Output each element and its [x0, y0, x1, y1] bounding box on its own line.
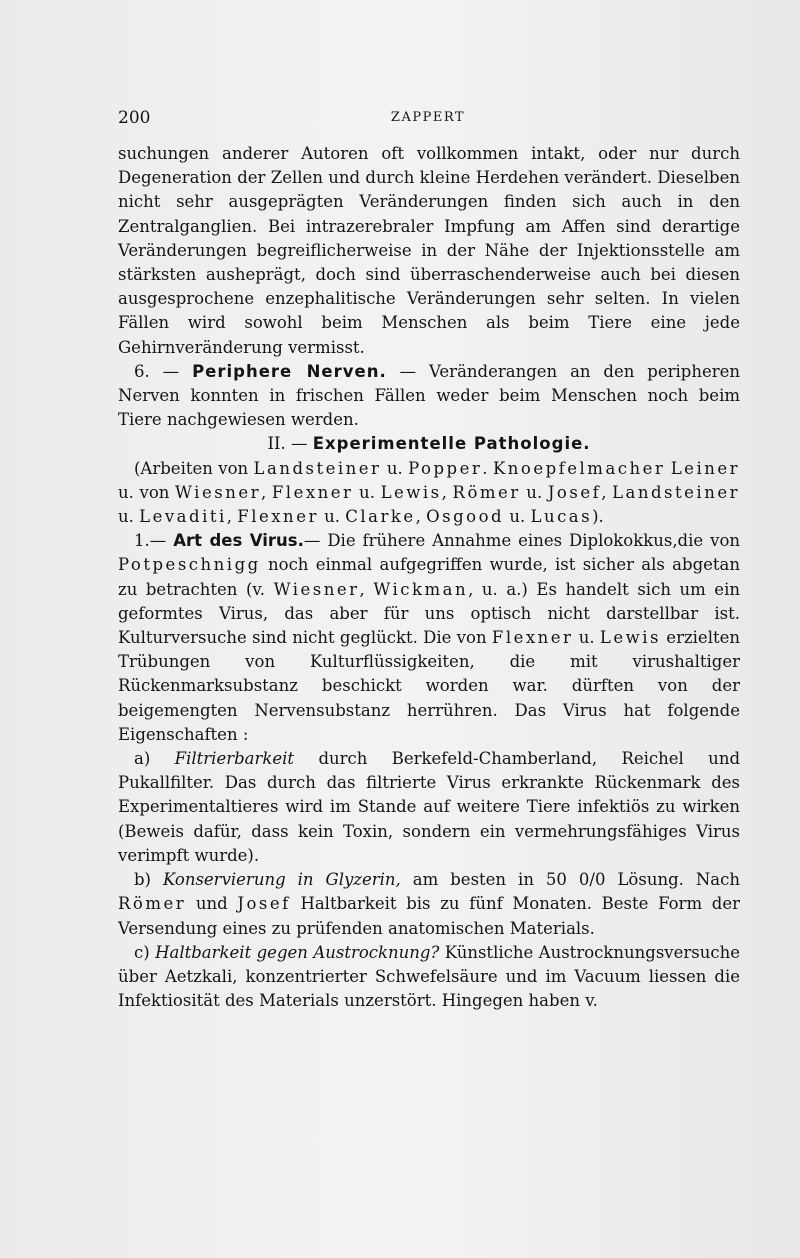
paragraph-haltbarkeit	[118, 941, 740, 1014]
author-name: Wiesner	[273, 579, 360, 599]
connector: ,	[441, 482, 453, 502]
works-close: ).	[592, 507, 604, 527]
paragraph-text: durch Berkefeld-Chamberland, Reichel und Pukallfilter. Das durch das filtrierte Virus erkrankte Rückenmark des Experimentaltieres wird im Stande auf weitere Tiere infektiös zu wirken (Beweis dafür, dass kein Toxin, sondern ein vermehrungsfähiges Virus verimpft wurde).	[118, 749, 741, 865]
section-heading-periphere-nerven: Periphere Nerven.	[192, 361, 387, 381]
author-name: Josef	[237, 894, 291, 914]
connector: ,	[260, 482, 272, 502]
paragraph-periphere-nerven	[118, 360, 740, 433]
paragraph-continuation: suchungen anderer Autoren oft vollkommen intakt, oder nur durch Degeneration der Zellen und durch kleine Herdehen verändert. Dieselben nicht sehr ausgeprägten Veränderungen finden sich auch in den Zentralganglien. Bei intrazerebraler Impfung am Affen sind derartige Veränderungen begreiflicherweise in der Nähe der Injektionsstelle am stärksten ausheprägt, doch sind überraschenderweise auch bei diesen ausgesprochene enzephalitische Veränderungen sehr selten. In vielen Fällen wird sowohl beim Menschen als beim Tiere eine jede Gehirnveränderung vermisst.	[118, 144, 740, 357]
connector: ,	[226, 507, 238, 527]
connector: u.	[318, 507, 346, 527]
paragraph-text: , u. a.) Es handelt sich um ein geformtes Virus, das aber für uns optisch nicht darstellbar ist. Kulturversuche sind nicht geglückt. Die von	[118, 579, 740, 648]
section-number: II. —	[267, 434, 308, 454]
paragraph-text: ,	[359, 579, 374, 599]
author-name: Knoepfelmacher	[492, 458, 666, 478]
author-name: Lewis	[599, 628, 662, 648]
paragraph-text: am besten in 50 0/0 Lösung. Nach	[400, 870, 741, 890]
connector: u.	[353, 482, 381, 502]
page-header	[118, 108, 738, 130]
author-name: Leiner	[670, 458, 740, 478]
paragraph-konservierung	[118, 868, 740, 941]
connector: u.	[118, 507, 140, 527]
author-name: Römer	[118, 894, 187, 914]
author-name: Popper	[408, 458, 483, 478]
paragraph-filtrierbarkeit	[118, 747, 740, 868]
author-name: Osgood	[426, 507, 505, 527]
author-name: Landsteiner	[253, 458, 382, 478]
author-name: Josef	[547, 482, 602, 502]
paragraph-art-des-virus	[118, 529, 740, 747]
page-body	[118, 142, 740, 1013]
list-label: a)	[134, 749, 175, 769]
author-name: Lucas	[530, 507, 593, 527]
paragraph-text: — Die frühere Annahme eines Diplokokkus,die von	[303, 531, 741, 551]
section-number: 6. —	[134, 361, 180, 381]
works-open: (Arbeiten von	[134, 458, 254, 478]
connector: u.	[504, 507, 531, 527]
author-name: Potpeschnigg	[118, 555, 261, 575]
author-name: Wiesner	[175, 482, 261, 502]
paragraph-text: — Veränderangen an den peripheren Nerven konnten in frischen Fällen weder beim Menschen noch beim Tiere nachgewiesen werden.	[118, 361, 741, 430]
property-title: Konservierung in Glyzerin,	[163, 870, 401, 890]
page-number: 200	[118, 108, 151, 128]
connector: .	[482, 458, 493, 478]
section-title-experimentelle-pathologie	[118, 432, 740, 456]
author-name: Flexner	[237, 507, 319, 527]
connector: u.	[381, 458, 409, 478]
paragraph-text: und	[186, 894, 238, 914]
author-name: Flexner	[491, 628, 574, 648]
property-title: Haltbarkeit gegen Austrocknung?	[155, 942, 440, 962]
author-name: Wickman	[373, 579, 469, 599]
property-title: Filtrierbarkeit	[174, 749, 295, 769]
author-name: Landsteiner	[612, 482, 740, 502]
paragraph-text: erzielten Trübungen von Kulturflüssigkeiten, die mit virushaltiger Rückenmarksubstanz beschickt worden war. dürften von der beigemengten Nervensubstanz herrühren. Das Virus hat folgende Eigenschaften :	[118, 628, 740, 744]
list-label: b)	[134, 870, 163, 890]
connector: ,	[601, 482, 613, 502]
author-name: Clarke	[345, 507, 416, 527]
author-name: Lewis	[380, 482, 442, 502]
paragraph-text: Künstliche Austrocknungsversuche über Aetzkali, konzentrierter Schwefelsäure und im Vacuum liessen die Infektiosität des Materials unzerstört. Hingegen haben v.	[118, 942, 740, 1011]
author-name: Flexner	[271, 482, 354, 502]
connector: u. von	[118, 482, 176, 502]
section-number: 1.—	[134, 531, 167, 551]
author-name: Levaditi	[139, 507, 227, 527]
author-name: Römer	[452, 482, 521, 502]
connector: ,	[415, 507, 427, 527]
paragraph-text: Haltbarkeit bis zu fünf Monaten. Beste Form der Versendung eines zu prüfenden anatomischen Materials.	[118, 894, 740, 938]
section-heading-art-des-virus: Art des Virus.	[173, 531, 304, 551]
list-label: c)	[134, 942, 156, 962]
section-title: Experimentelle Pathologie.	[312, 434, 591, 454]
paragraph-text: u.	[573, 628, 600, 648]
connector: u.	[520, 482, 548, 502]
paragraph-text: noch einmal aufgegriffen wurde, ist sicher als abgetan zu betrachten (v.	[118, 555, 740, 599]
paragraph-works-cited	[118, 457, 740, 530]
running-head: ZAPPERT	[390, 110, 466, 125]
